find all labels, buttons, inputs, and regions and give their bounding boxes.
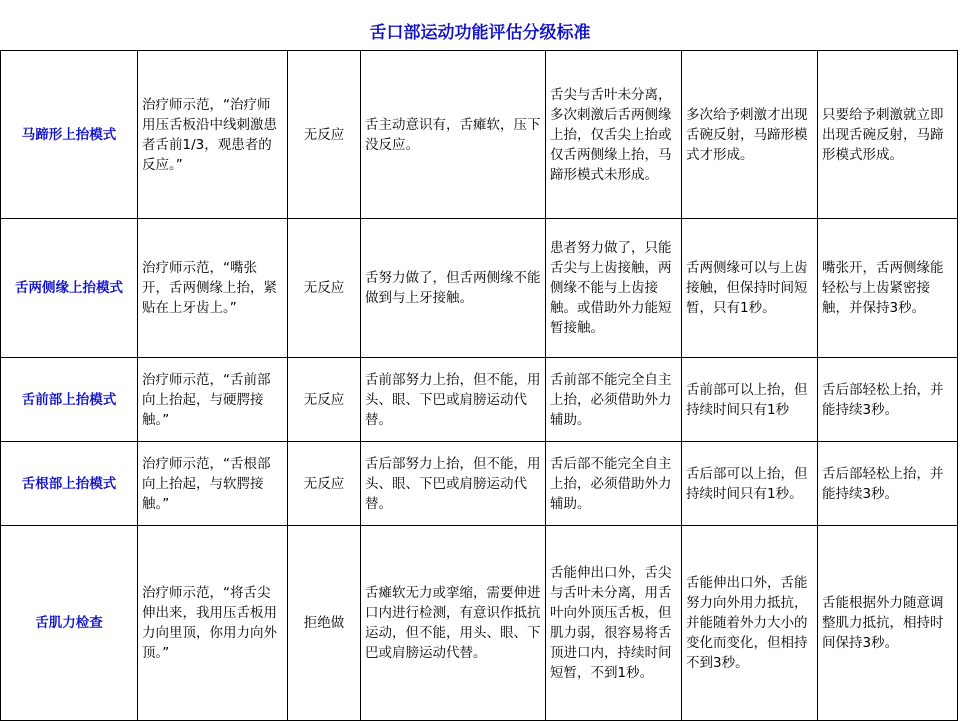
row-header: 舌肌力检查 [1, 526, 138, 721]
table-row [1, 51, 958, 219]
level-4-cell: 只要给予刺激就立即出现舌碗反射，马蹄形模式形成。 [818, 51, 958, 219]
level-2-cell: 舌后部不能完全自主上抬，必须借助外力辅助。 [546, 442, 682, 526]
table-row [1, 526, 958, 721]
level-2-cell: 舌尖与舌叶未分离，多次刺激后舌两侧缘上抬，仅舌尖上抬或仅舌两侧缘上抬，马蹄形模式未形成。 [546, 51, 682, 219]
level-2-cell: 舌前部不能完全自主上抬，必须借助外力辅助。 [546, 358, 682, 442]
level-4-cell: 舌后部轻松上抬，并能持续3秒。 [818, 358, 958, 442]
level-3-cell: 舌前部可以上抬，但持续时间只有1秒 [682, 358, 818, 442]
page-title: 舌口部运动功能评估分级标准 [369, 23, 591, 43]
level-1-cell: 舌瘫软无力或挛缩，需要伸进口内进行检测，有意识作抵抗运动，但不能，用头、眼、下巴或肩膀运动代替。 [361, 526, 546, 721]
level-2-cell: 舌能伸出口外，舌尖与舌叶未分离，用舌叶向外顶压舌板，但肌力弱，很容易将舌顶进口内，持续时间短暂，不到1秒。 [546, 526, 682, 721]
level-1-cell: 舌前部努力上抬，但不能，用头、眼、下巴或肩膀运动代替。 [361, 358, 546, 442]
grading-table [0, 50, 958, 721]
row-header: 舌前部上抬模式 [1, 358, 138, 442]
level-3-cell: 多次给予刺激才出现舌碗反射，马蹄形模式才形成。 [682, 51, 818, 219]
level-0-cell: 无反应 [288, 51, 361, 219]
table-row [1, 358, 958, 442]
level-4-cell: 舌能根据外力随意调整肌力抵抗，相持时间保持3秒。 [818, 526, 958, 721]
level-4-cell: 舌后部轻松上抬，并能持续3秒。 [818, 442, 958, 526]
level-1-cell: 舌努力做了，但舌两侧缘不能做到与上牙接触。 [361, 219, 546, 358]
instruction-cell: 治疗师示范，“舌根部向上抬起，与软腭接触。” [138, 442, 288, 526]
instruction-cell: 治疗师示范，“舌前部向上抬起，与硬腭接触。” [138, 358, 288, 442]
row-header: 马蹄形上抬模式 [1, 51, 138, 219]
level-0-cell: 拒绝做 [288, 526, 361, 721]
instruction-cell: 治疗师示范，“将舌尖伸出来，我用压舌板用力向里顶，你用力向外顶。” [138, 526, 288, 721]
level-4-cell: 嘴张开，舌两侧缘能轻松与上齿紧密接触，并保持3秒。 [818, 219, 958, 358]
level-0-cell: 无反应 [288, 442, 361, 526]
level-3-cell: 舌能伸出口外，舌能努力向外用力抵抗，并能随着外力大小的变化而变化，但相持不到3秒。 [682, 526, 818, 721]
level-2-cell: 患者努力做了，只能舌尖与上齿接触，两侧缘不能与上齿接触。或借助外力能短暂接触。 [546, 219, 682, 358]
table-row [1, 219, 958, 358]
instruction-cell: 治疗师示范，“嘴张开，舌两侧缘上抬，紧贴在上牙齿上。” [138, 219, 288, 358]
row-header: 舌根部上抬模式 [1, 442, 138, 526]
instruction-cell: 治疗师示范，“治疗师用压舌板沿中线刺激患者舌前1/3，观患者的反应。” [138, 51, 288, 219]
level-0-cell: 无反应 [288, 219, 361, 358]
table-row [1, 442, 958, 526]
level-0-cell: 无反应 [288, 358, 361, 442]
level-1-cell: 舌后部努力上抬，但不能，用头、眼、下巴或肩膀运动代替。 [361, 442, 546, 526]
level-3-cell: 舌后部可以上抬，但持续时间只有1秒。 [682, 442, 818, 526]
level-3-cell: 舌两侧缘可以与上齿接触，但保持时间短暂，只有1秒。 [682, 219, 818, 358]
row-header: 舌两侧缘上抬模式 [1, 219, 138, 358]
level-1-cell: 舌主动意识有，舌瘫软，压下没反应。 [361, 51, 546, 219]
